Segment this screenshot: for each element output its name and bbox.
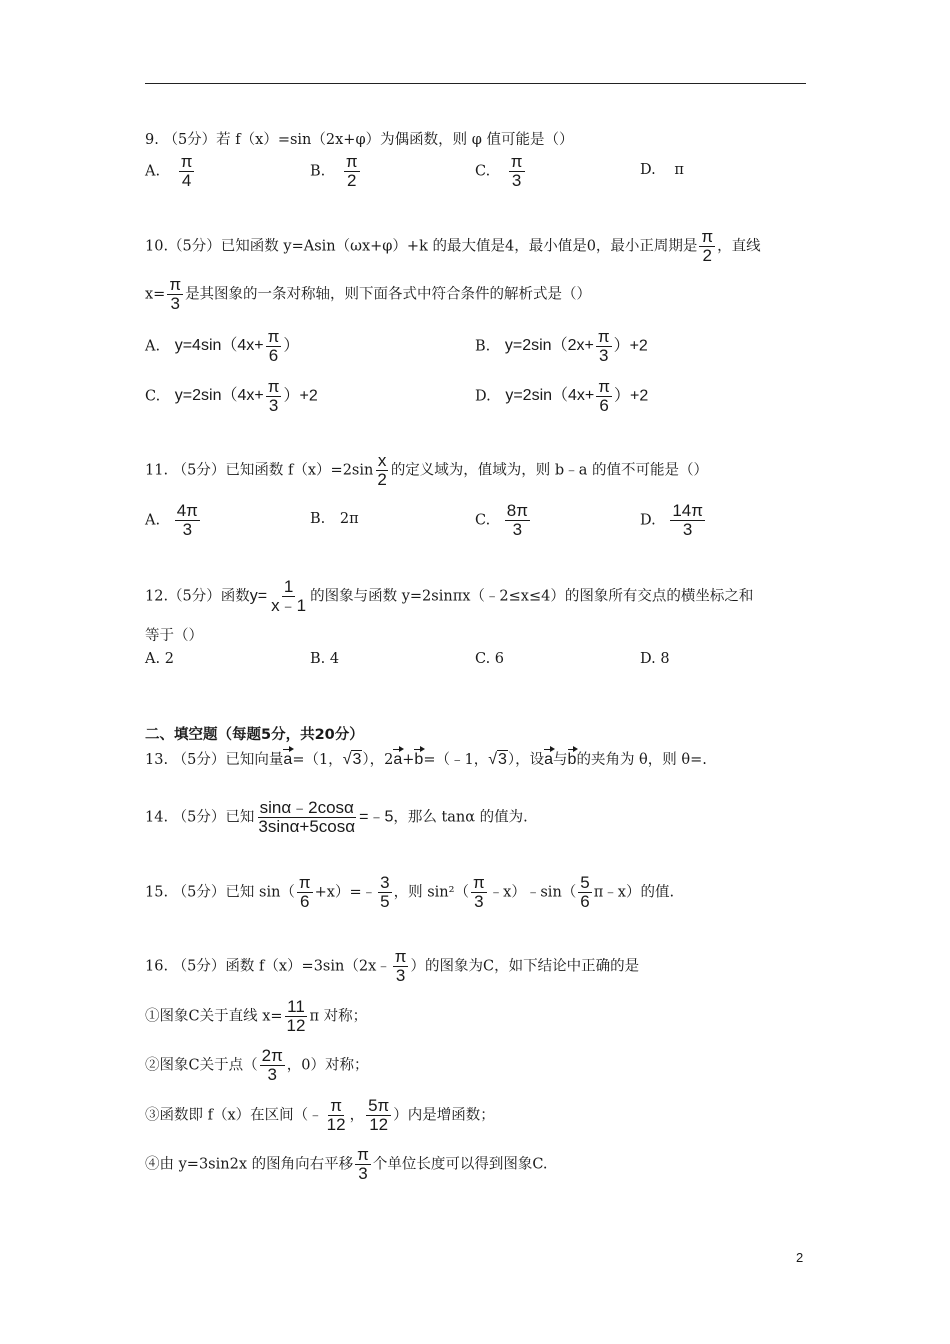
text: ），设: [507, 752, 545, 768]
question-11: [145, 452, 708, 489]
sqrt: √3: [488, 751, 507, 768]
fraction: [179, 153, 195, 190]
text: 的图象与函数 y=2sinπx（﹣2≤x≤4）的图象所有交点的横坐标之和: [310, 588, 754, 605]
numerator: 11: [287, 997, 305, 1016]
option-label: B.: [475, 338, 491, 355]
text: +x）=﹣: [314, 884, 377, 901]
denominator: 3: [358, 1163, 368, 1183]
radicand: 3: [352, 751, 362, 768]
question-10-text-2: ，直线: [717, 238, 761, 255]
denominator: 12: [326, 1114, 346, 1134]
radicand: 3: [497, 751, 507, 768]
text: 13. （5分）已知向量: [145, 752, 284, 768]
question-9-option-a: [145, 153, 196, 190]
numerator: 8π: [506, 501, 528, 520]
fraction: [699, 228, 715, 265]
question-12-option-a: A. 2: [145, 651, 174, 667]
denominator: 3: [598, 345, 609, 365]
numerator: π: [472, 873, 485, 892]
text: ），2: [362, 752, 394, 768]
question-10-option-a: [145, 328, 299, 365]
text: 12.（5分）函数: [145, 588, 250, 605]
option-label: B.: [310, 511, 326, 527]
option-label: A.: [145, 163, 161, 180]
numerator: π: [330, 1096, 342, 1115]
fraction: [297, 874, 313, 911]
option-label: D.: [475, 388, 491, 405]
question-10-text: 10.（5分）已知函数 y=Asin（ωx+φ）+k 的最大值是4，最小值是0，最小正周期是: [145, 238, 698, 255]
option-text: π: [674, 162, 684, 178]
numerator: 2π: [261, 1046, 283, 1065]
text: ，0）对称；: [286, 1057, 369, 1074]
numerator: π: [394, 947, 407, 966]
option-label: D.: [640, 162, 656, 178]
question-10-option-b: [475, 328, 648, 365]
vector-a: a: [544, 745, 553, 769]
numerator: π: [267, 327, 280, 346]
vector-b: b: [414, 745, 423, 769]
denominator: 3: [395, 965, 406, 985]
page-number: 2: [796, 1250, 804, 1265]
text: ③函数即 f（x）在区间（﹣: [145, 1107, 323, 1124]
numerator: π: [510, 152, 523, 171]
fraction: [670, 502, 705, 539]
text: 14. （5分）已知: [145, 809, 255, 826]
vector-a: a: [283, 745, 292, 769]
option-text: ）: [283, 337, 300, 355]
question-12-option-c: C. 6: [475, 651, 505, 667]
question-16-statement-3: [145, 1097, 495, 1134]
text: ，则 sin²（: [393, 884, 469, 901]
text: π﹣x）的值.: [593, 884, 675, 901]
denominator: 3: [268, 395, 279, 415]
fraction: [266, 328, 282, 365]
question-11-option-c: [475, 502, 532, 539]
fraction: [256, 799, 357, 836]
fraction: [344, 153, 360, 190]
denominator: 3sinα+5cosα: [258, 816, 356, 836]
denominator: 6: [580, 891, 590, 911]
option-text: 2π: [339, 511, 359, 527]
fraction: [266, 378, 282, 415]
denominator: 3: [682, 519, 693, 539]
question-9-option-c: [475, 153, 527, 190]
fraction: [285, 998, 308, 1035]
text: 11. （5分）已知函数 f（x）=2sin: [145, 462, 374, 479]
text: 15. （5分）已知 sin（: [145, 884, 295, 901]
fraction: [175, 502, 200, 539]
question-16-statement-4: [145, 1146, 548, 1183]
text: +: [402, 752, 415, 768]
question-11-option-d: [640, 502, 707, 539]
denominator: 6: [268, 345, 279, 365]
numerator: 5π: [368, 1096, 390, 1115]
fraction: [325, 1097, 348, 1134]
vector-a: a: [393, 745, 402, 769]
question-15: [145, 874, 674, 911]
numerator: π: [597, 327, 610, 346]
denominator: 12: [369, 1114, 389, 1134]
denominator: 6: [300, 891, 310, 911]
text: y=: [249, 587, 268, 605]
text: ﹣x）﹣sin（: [488, 884, 577, 901]
denominator: 5: [380, 891, 390, 911]
fraction: [366, 1097, 391, 1134]
numerator: π: [180, 152, 193, 171]
numerator: x: [377, 451, 387, 470]
denominator: 3: [267, 1064, 277, 1084]
fraction: [578, 874, 591, 911]
question-12-line-2: [145, 624, 203, 645]
question-13: [145, 745, 707, 769]
option-text: y=2sin（4x+: [174, 387, 264, 405]
numerator: 1: [283, 577, 294, 596]
option-label: A.: [145, 338, 161, 355]
fraction: [355, 1146, 371, 1183]
fraction: [596, 378, 612, 415]
denominator: x﹣1: [271, 595, 307, 615]
question-16: [145, 948, 639, 985]
fraction: [471, 874, 487, 911]
header-rule: [145, 83, 806, 84]
question-10-option-c: [145, 378, 318, 415]
fraction: [375, 452, 388, 489]
fraction: [505, 502, 530, 539]
text: ②图象C关于点（: [145, 1057, 258, 1074]
text: ）的图象为C，如下结论中正确的是: [410, 958, 640, 975]
question-12-option-b: B. 4: [310, 651, 340, 667]
text: 16. （5分）函数 f（x）=3sin（2x﹣: [145, 958, 391, 975]
numerator: 4π: [176, 501, 198, 520]
question-10-line-2: [145, 276, 591, 313]
text: =（﹣1，: [423, 752, 489, 768]
question-16-statement-1: [145, 998, 367, 1035]
sqrt: √3: [342, 751, 362, 768]
denominator: 2: [347, 170, 357, 190]
section-2-title: 二、填空题（每题5分，共20分）: [145, 727, 364, 743]
text: =（1，: [292, 752, 343, 768]
denominator: 12: [286, 1015, 306, 1035]
question-9-option-d: [640, 162, 684, 178]
text: 的夹角为 θ，则 θ=.: [576, 752, 707, 768]
fraction: [509, 153, 525, 190]
option-text: y=2sin（2x+: [504, 337, 594, 355]
denominator: 2: [702, 245, 713, 265]
question-11-option-a: [145, 502, 202, 539]
numerator: π: [267, 377, 280, 396]
numerator: π: [598, 377, 611, 396]
text: 等于（）: [145, 628, 203, 644]
denominator: 3: [511, 170, 522, 190]
option-label: C.: [475, 512, 491, 529]
question-11-option-b: [310, 511, 359, 527]
denominator: 3: [182, 519, 193, 539]
text: =﹣5: [359, 808, 394, 826]
denominator: 2: [377, 469, 387, 489]
fraction: [596, 328, 612, 365]
numerator: π: [169, 275, 182, 294]
text: x=: [145, 286, 166, 303]
denominator: 3: [170, 293, 180, 313]
fraction: [393, 948, 409, 985]
fraction: [260, 1047, 285, 1084]
option-text: ）+2: [614, 387, 649, 405]
numerator: sinα﹣2cosα: [259, 798, 354, 817]
text: π 对称；: [309, 1008, 368, 1025]
denominator: 6: [599, 395, 609, 415]
fraction: [378, 874, 391, 911]
numerator: 3: [380, 873, 390, 892]
fraction: [167, 276, 183, 313]
denominator: 3: [474, 891, 484, 911]
text: ，: [349, 1107, 365, 1124]
numerator: π: [357, 1145, 369, 1164]
option-text: ）+2: [613, 337, 648, 355]
numerator: π: [701, 227, 714, 246]
text: ）内是增函数；: [393, 1107, 495, 1124]
question-9-text: 9. （5分）若 f（x）=sin（2x+φ）为偶函数，则 φ 值可能是（）: [145, 132, 574, 148]
question-16-statement-2: [145, 1047, 369, 1084]
option-label: B.: [310, 163, 326, 180]
option-text: ）+2: [283, 387, 318, 405]
question-9-option-b: [310, 153, 362, 190]
text: ④由 y=3sin2x 的图角向右平移: [145, 1156, 354, 1173]
numerator: 14π: [672, 501, 703, 520]
fraction: [269, 578, 308, 615]
vector-b: b: [568, 745, 577, 769]
denominator: 4: [181, 170, 192, 190]
option-label: C.: [145, 388, 161, 405]
text: 个单位长度可以得到图象C.: [372, 1156, 548, 1173]
option-text: y=2sin（4x+: [505, 387, 595, 405]
text: 的定义域为，值域为，则 b﹣a 的值不可能是（）: [390, 462, 708, 479]
text: ，那么 tanα 的值为.: [393, 809, 528, 826]
question-14: [145, 799, 528, 836]
question-10: [145, 228, 761, 265]
numerator: π: [345, 152, 358, 171]
text: 是其图象的一条对称轴，则下面各式中符合条件的解析式是（）: [185, 286, 592, 303]
option-label: A.: [145, 512, 161, 529]
text: 与: [553, 752, 568, 768]
question-12-option-d: D. 8: [640, 651, 670, 667]
question-12: [145, 578, 753, 615]
numerator: 5: [580, 873, 590, 892]
option-label: C.: [475, 163, 491, 180]
question-9: [145, 128, 573, 149]
denominator: 3: [512, 519, 523, 539]
option-label: D.: [640, 512, 656, 529]
text: ①图象C关于直线 x=: [145, 1008, 283, 1025]
question-10-option-d: [475, 378, 648, 415]
numerator: π: [298, 873, 311, 892]
option-text: y=4sin（4x+: [174, 337, 264, 355]
